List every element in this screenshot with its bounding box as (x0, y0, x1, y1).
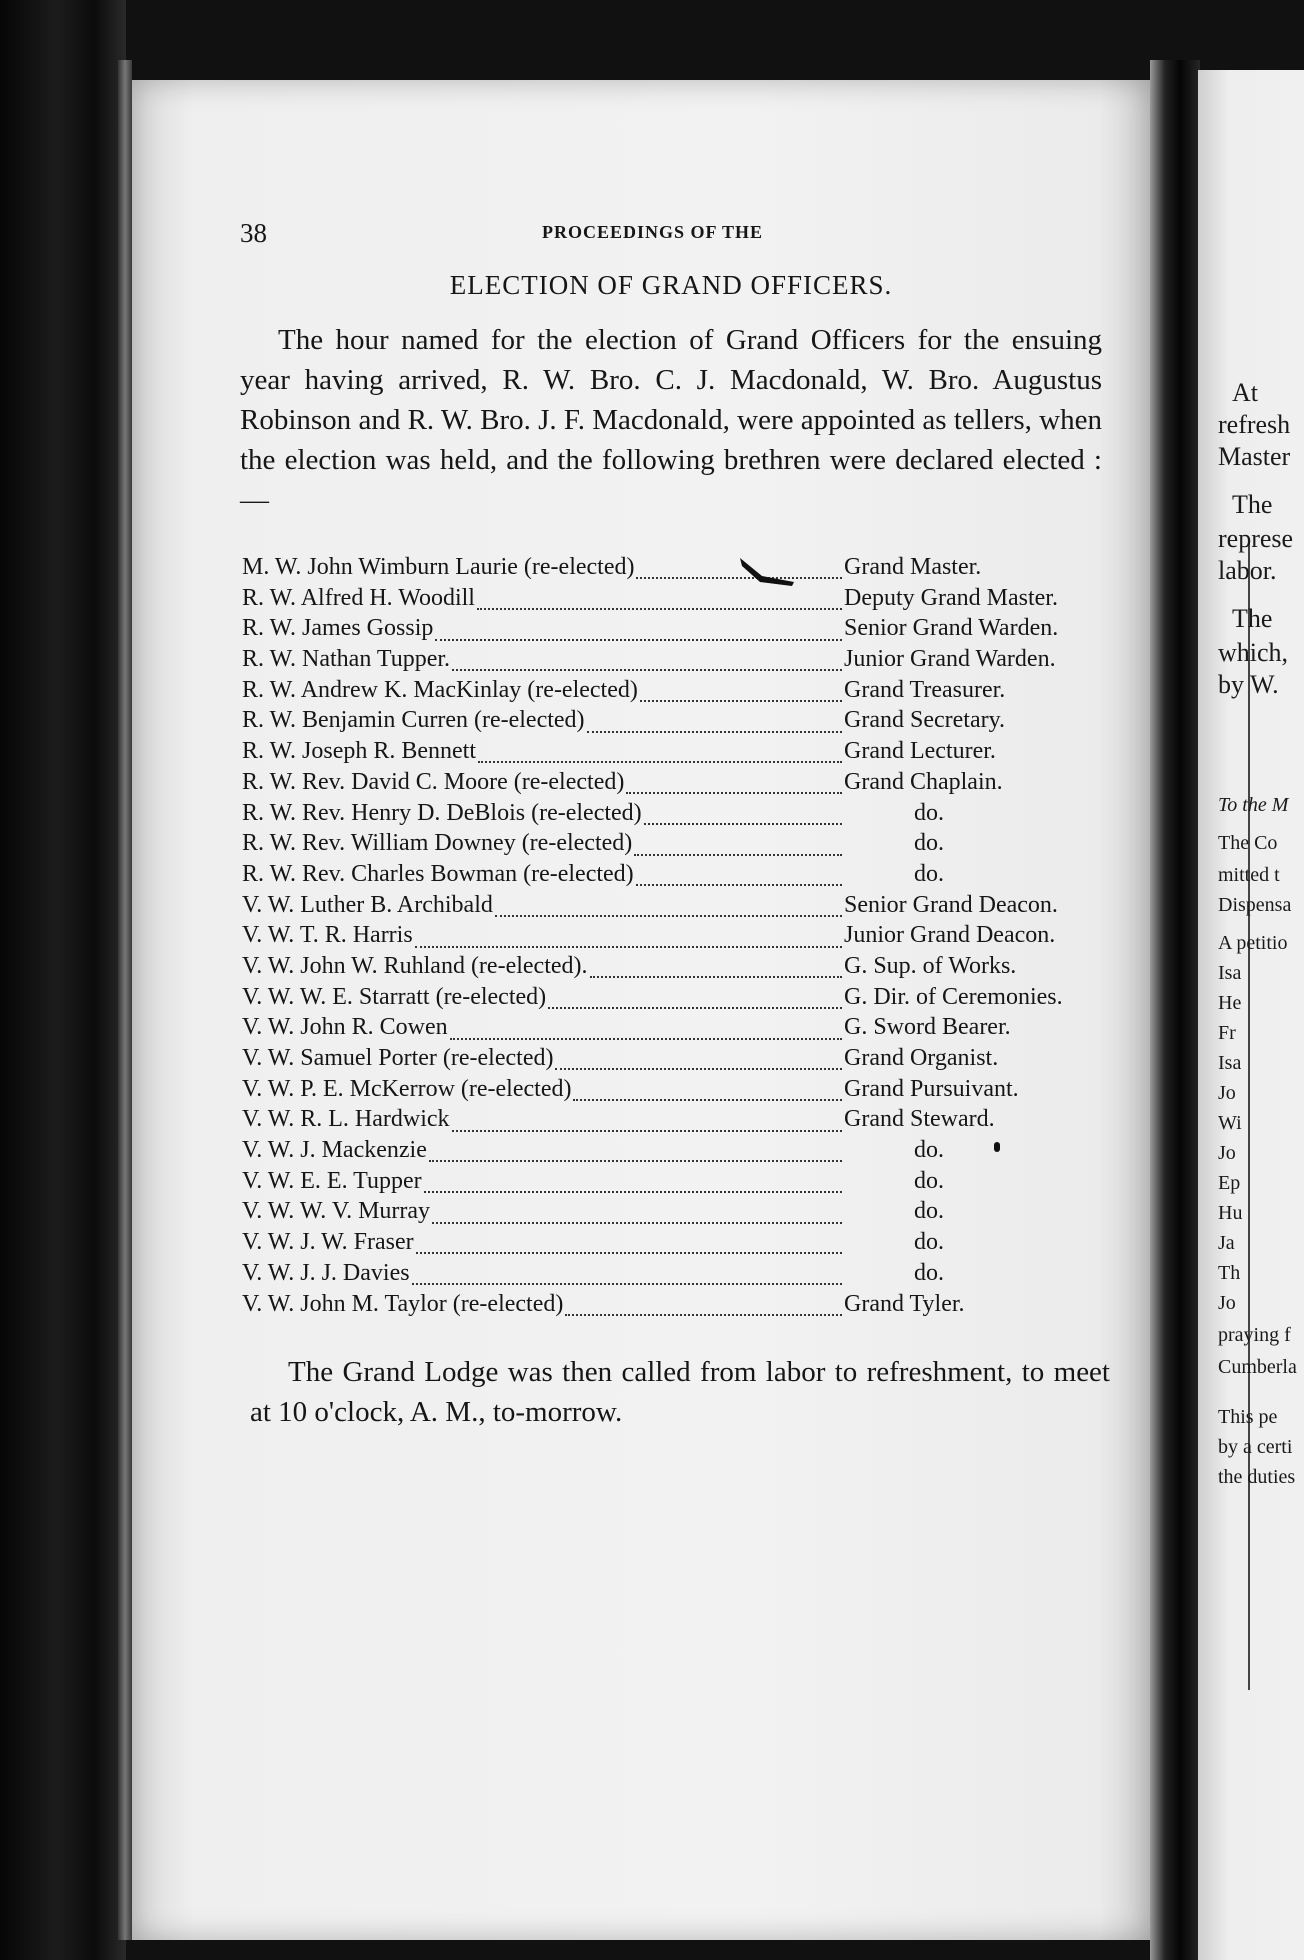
facing-page-line: by W. (1218, 670, 1279, 699)
facing-page-line: represe (1218, 524, 1294, 553)
facing-page-line: Ja (1218, 1232, 1235, 1254)
facing-page-line: Cumberla (1218, 1356, 1297, 1378)
officer-office: Grand Chaplain. (844, 768, 1003, 795)
officer-office: G. Sup. of Works. (844, 952, 1017, 979)
officer-office: Grand Steward. (844, 1106, 995, 1133)
dot-leader (478, 743, 842, 763)
officer-office: do. (914, 1229, 944, 1256)
officer-row (242, 583, 1112, 614)
officer-office: Senior Grand Deacon. (844, 891, 1058, 918)
officer-row (242, 1196, 1112, 1227)
facing-page-line: The (1232, 490, 1273, 519)
officer-row (242, 736, 1112, 767)
dot-leader (644, 805, 842, 825)
officer-office: Senior Grand Warden. (844, 615, 1059, 642)
ink-speck (994, 1142, 1000, 1152)
dot-leader (477, 590, 842, 610)
dot-leader (573, 1081, 842, 1101)
officer-row (242, 1074, 1112, 1105)
officer-name: V. W. Luther B. Archibald (242, 891, 493, 918)
officer-row (242, 1104, 1112, 1135)
officer-row (242, 982, 1112, 1013)
book-binding (0, 0, 126, 1960)
facing-page-line: Master (1218, 442, 1291, 471)
officer-name: V. W. P. E. McKerrow (re-elected) (242, 1075, 572, 1102)
officer-row (242, 828, 1112, 859)
officer-row (242, 1227, 1112, 1258)
officer-name: V. W. J. J. Davies (242, 1259, 410, 1286)
section-heading: ELECTION OF GRAND OFFICERS. (449, 270, 893, 300)
facing-page-line: praying f (1218, 1324, 1291, 1346)
facing-page-line: Ep (1218, 1172, 1241, 1194)
facing-page-line: Isa (1218, 962, 1242, 984)
officer-row (242, 552, 1112, 583)
dot-leader (565, 1296, 842, 1316)
officer-office: G. Dir. of Ceremonies. (844, 983, 1063, 1010)
officer-office: do. (914, 1259, 944, 1286)
closing-paragraph: The Grand Lodge was then called from labor to refreshment, to meet at 10 o'clock, A. M., to-morrow. (250, 1356, 1110, 1428)
dot-leader (626, 774, 842, 794)
officer-office: Grand Master. (844, 554, 982, 580)
officer-name: R. W. Benjamin Curren (re-elected) (242, 707, 585, 734)
facing-page-line: To the M (1218, 794, 1289, 816)
facing-page-line: Hu (1218, 1202, 1243, 1224)
dot-leader (495, 897, 842, 917)
officer-office: Junior Grand Warden. (844, 646, 1056, 673)
facing-page-line: the duties (1218, 1466, 1296, 1488)
officer-name: R. W. Rev. Charles Bowman (re-elected) (242, 860, 634, 887)
officer-row (242, 890, 1112, 921)
facing-page-rule (1248, 540, 1250, 1690)
officer-name: V. W. J. W. Fraser (242, 1229, 414, 1256)
officer-row (242, 798, 1112, 829)
dot-leader (429, 1142, 842, 1162)
officer-name: V. W. T. R. Harris (242, 922, 413, 949)
officer-name: R. W. Joseph R. Bennett (242, 738, 477, 765)
facing-page-line: Jo (1218, 1082, 1236, 1104)
dot-leader (590, 958, 842, 978)
officer-office: do. (914, 830, 944, 857)
facing-page-line: A petitio (1218, 932, 1288, 954)
officer-row (242, 1012, 1112, 1043)
officer-office: Grand Organist. (844, 1045, 999, 1071)
dot-leader (452, 1112, 842, 1132)
facing-page-line: The (1232, 604, 1273, 633)
officer-row (242, 1166, 1112, 1197)
officer-office: G. Sword Bearer. (844, 1014, 1011, 1041)
dot-leader (450, 1020, 842, 1040)
officer-name: R. W. Andrew K. MacKinlay (re-elected) (242, 676, 638, 703)
officer-office: do. (914, 799, 944, 826)
officer-office: Grand Secretary. (844, 707, 1006, 734)
officer-name: R. W. Nathan Tupper. (242, 646, 451, 673)
facing-page-line: Jo (1218, 1142, 1236, 1164)
facing-page-line: At (1232, 378, 1258, 407)
officer-row (242, 859, 1112, 890)
intro-paragraph: The hour named for the election of Grand Officers for the ensuing year having arrived, R. W. Bro. C. J. Macdonald, W. Bro. Augustus Robinson and R. W. Bro. J. F. Macdonald, were appointed as tellers, when the election was held, and the following brethren were declared elected :— (240, 324, 1102, 516)
officer-office: do. (914, 1198, 944, 1225)
dot-leader (636, 866, 842, 886)
dot-leader (640, 682, 842, 702)
officer-office: Deputy Grand Master. (844, 584, 1058, 611)
facing-page-line: Th (1218, 1262, 1241, 1284)
dot-leader (435, 621, 842, 641)
facing-page-line: The Co (1218, 832, 1278, 854)
officer-name: M. W. John Wimburn Laurie (re-elected) (242, 554, 635, 580)
officers-list (242, 552, 1112, 1319)
officer-name: R. W. Rev. William Downey (re-elected) (242, 830, 633, 857)
officer-office: Grand Tyler. (844, 1290, 965, 1317)
officer-office: Junior Grand Deacon. (844, 922, 1056, 949)
officer-name: V. W. W. E. Starratt (re-elected) (242, 983, 547, 1010)
officer-row (242, 644, 1112, 675)
book-page (132, 80, 1150, 1940)
officer-row (242, 920, 1112, 951)
officer-name: V. W. W. V. Murray (242, 1198, 431, 1225)
officer-name: R. W. Rev. Henry D. DeBlois (re-elected) (242, 799, 642, 826)
officer-row (242, 1135, 1112, 1166)
officer-row (242, 767, 1112, 798)
dot-leader (416, 1234, 842, 1254)
facing-page-line: This pe (1218, 1406, 1278, 1428)
dot-leader (432, 1204, 842, 1224)
officer-name: V. W. E. E. Tupper (242, 1167, 422, 1194)
officer-row (242, 1043, 1112, 1074)
officer-row (242, 1289, 1112, 1320)
facing-page-line: by a certi (1218, 1436, 1293, 1458)
dot-leader (412, 1265, 842, 1285)
officer-office: Grand Treasurer. (844, 676, 1006, 703)
officer-name: V. W. Samuel Porter (re-elected) (242, 1045, 554, 1071)
officer-name: R. W. Alfred H. Woodill (242, 584, 475, 611)
facing-page-line: Fr (1218, 1022, 1236, 1044)
facing-page-line: Jo (1218, 1292, 1236, 1314)
running-title: PROCEEDINGS OF THE (542, 222, 764, 242)
officer-name: V. W. John R. Cowen (242, 1014, 448, 1041)
facing-page (1198, 70, 1304, 1960)
ink-blot-mark (732, 552, 802, 592)
officer-name: V. W. R. L. Hardwick (242, 1106, 450, 1133)
officer-name: R. W. James Gossip (242, 615, 434, 642)
officer-name: V. W. John M. Taylor (re-elected) (242, 1290, 564, 1317)
officer-name: V. W. John W. Ruhland (re-elected). (242, 952, 588, 979)
officer-name: V. W. J. Mackenzie (242, 1137, 427, 1164)
facing-page-line: refresh (1218, 410, 1291, 439)
officer-name: R. W. Rev. David C. Moore (re-elected) (242, 768, 625, 795)
dot-leader (424, 1173, 842, 1193)
dot-leader (548, 989, 842, 1009)
page-number: 38 (240, 218, 267, 248)
book-gutter (1150, 60, 1200, 1960)
facing-page-line: He (1218, 992, 1242, 1014)
officer-office: do. (914, 1137, 944, 1164)
facing-page-line: Dispensa (1218, 894, 1292, 916)
facing-page-line: which, (1218, 638, 1289, 667)
officer-office: do. (914, 860, 944, 887)
officer-row (242, 951, 1112, 982)
facing-page-line: Wi (1218, 1112, 1242, 1134)
dot-leader (587, 713, 842, 733)
facing-page-line: Isa (1218, 1052, 1242, 1074)
officer-row (242, 675, 1112, 706)
running-head (132, 218, 1150, 250)
facing-page-line: labor. (1218, 556, 1277, 585)
dot-leader (634, 836, 842, 856)
officer-office: do. (914, 1167, 944, 1194)
dot-leader (555, 1050, 842, 1070)
officer-row (242, 613, 1112, 644)
officer-row (242, 1258, 1112, 1289)
page-edge (118, 60, 132, 1940)
dot-leader (415, 928, 842, 948)
officer-office: Grand Lecturer. (844, 738, 996, 765)
dot-leader (452, 651, 842, 671)
officer-row (242, 705, 1112, 736)
officer-office: Grand Pursuivant. (844, 1075, 1019, 1102)
facing-page-line: mitted t (1218, 864, 1280, 886)
